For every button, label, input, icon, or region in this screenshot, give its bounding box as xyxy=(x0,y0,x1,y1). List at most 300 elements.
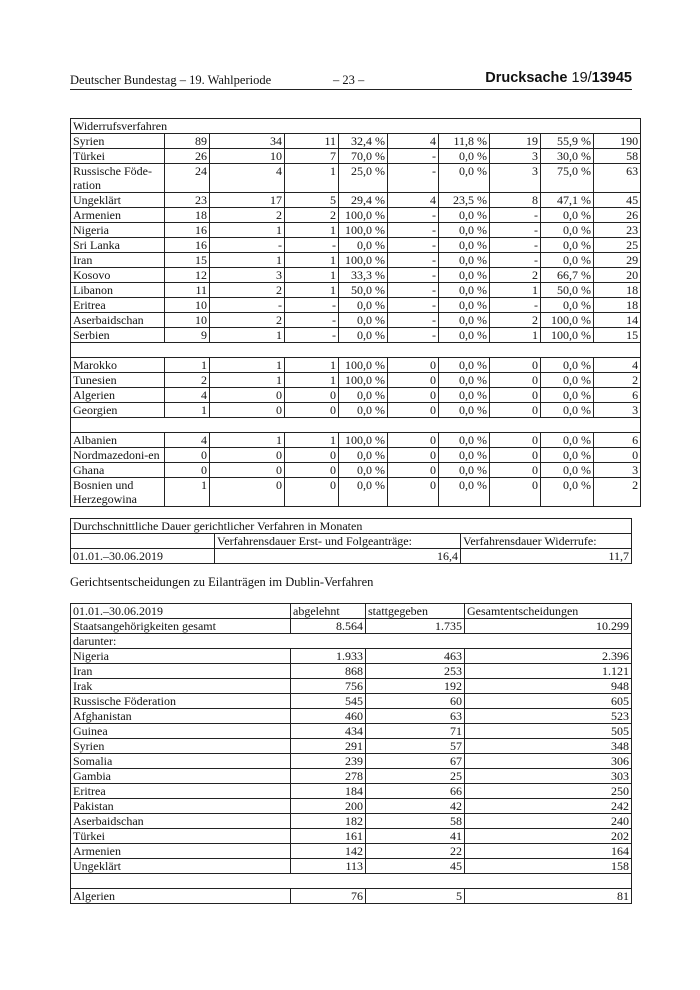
cell-value: 4 xyxy=(165,388,210,403)
cell-value: 1 xyxy=(285,253,339,268)
cell-value: 29,4 % xyxy=(339,193,388,208)
row-label: Russische Föde-ration xyxy=(71,164,165,193)
cell-value: 1 xyxy=(490,283,541,298)
row-label: Armenien xyxy=(71,844,291,859)
cell-value: 0,0 % xyxy=(439,298,490,313)
row-label: Nordmazedoni-en xyxy=(71,448,165,463)
cell-value: 18 xyxy=(594,283,641,298)
cell-value: 142 xyxy=(291,844,366,859)
cell-value: 7 xyxy=(285,149,339,164)
cell-value: - xyxy=(388,149,439,164)
cell-value: 0,0 % xyxy=(439,223,490,238)
cell-value: 4 xyxy=(388,134,439,149)
cell-value: 0,0 % xyxy=(541,358,594,373)
cell-value: 0,0 % xyxy=(439,164,490,193)
cell-value: 0,0 % xyxy=(541,208,594,223)
cell-value: 26 xyxy=(594,208,641,223)
cell-value: 12 xyxy=(165,268,210,283)
cell-value: 18 xyxy=(165,208,210,223)
cell-value: 25 xyxy=(366,769,465,784)
cell-value: 89 xyxy=(165,134,210,149)
cell-value: 2 xyxy=(490,313,541,328)
table-row xyxy=(71,149,641,164)
row-label: Tunesien xyxy=(71,373,165,388)
cell-value: 8.564 xyxy=(291,619,366,634)
duration-value-revocation: 11,7 xyxy=(461,549,632,564)
table-row xyxy=(71,373,641,388)
cell-value: 4 xyxy=(165,433,210,448)
cell-value: 5 xyxy=(366,889,465,904)
cell-value: 10 xyxy=(165,298,210,313)
duration-table xyxy=(70,518,632,564)
cell-value: 11 xyxy=(165,283,210,298)
row-label: Türkei xyxy=(71,829,291,844)
cell-value: 10 xyxy=(210,149,285,164)
cell-value: - xyxy=(388,164,439,193)
row-label: Sri Lanka xyxy=(71,238,165,253)
page-header xyxy=(70,72,632,88)
cell-value: 0 xyxy=(210,388,285,403)
cell-value: 67 xyxy=(366,754,465,769)
cell-value: 0 xyxy=(285,388,339,403)
table-row xyxy=(71,829,632,844)
cell-value: 2 xyxy=(210,208,285,223)
cell-value: 66,7 % xyxy=(541,268,594,283)
cell-value: 0,0 % xyxy=(541,298,594,313)
cell-value: 34 xyxy=(210,134,285,149)
column-header: stattgegeben xyxy=(366,604,465,619)
table-row xyxy=(71,433,641,448)
header-rule xyxy=(70,89,632,90)
cell-value: 11,8 % xyxy=(439,134,490,149)
cell-value: 434 xyxy=(291,724,366,739)
cell-value: 0,0 % xyxy=(439,478,490,507)
spacer-row xyxy=(71,343,641,358)
darunter-row xyxy=(71,634,632,649)
cell-value: 113 xyxy=(291,859,366,874)
cell-value: 17 xyxy=(210,193,285,208)
table-row xyxy=(71,328,641,343)
cell-value: - xyxy=(490,238,541,253)
section-title: Gerichtsentscheidungen zu Eilanträgen im Dublin-Verfahren xyxy=(70,575,374,589)
cell-value: 0 xyxy=(490,358,541,373)
cell-value: 948 xyxy=(465,679,632,694)
row-label: Georgien xyxy=(71,403,165,418)
cell-value: 10.299 xyxy=(465,619,632,634)
cell-value: 71 xyxy=(366,724,465,739)
cell-value: 0,0 % xyxy=(339,388,388,403)
cell-value: 23 xyxy=(165,193,210,208)
table-row xyxy=(71,694,632,709)
cell-value: 0,0 % xyxy=(439,238,490,253)
cell-value: 1 xyxy=(165,478,210,507)
row-label: Afghanistan xyxy=(71,709,291,724)
cell-value: 0 xyxy=(388,403,439,418)
cell-value: 0 xyxy=(285,448,339,463)
table-row xyxy=(71,268,641,283)
cell-value: 0 xyxy=(388,478,439,507)
cell-value: 4 xyxy=(388,193,439,208)
row-label: Bosnien und Herzegowina xyxy=(71,478,165,507)
cell-value: 0 xyxy=(210,463,285,478)
cell-value: 1 xyxy=(210,373,285,388)
cell-value: 75,0 % xyxy=(541,164,594,193)
row-label: Nigeria xyxy=(71,223,165,238)
cell-value: 0,0 % xyxy=(541,373,594,388)
cell-value: 1 xyxy=(285,223,339,238)
cell-value: 42 xyxy=(366,799,465,814)
cell-value: 4 xyxy=(594,358,641,373)
cell-value: 0 xyxy=(285,463,339,478)
cell-value: - xyxy=(388,268,439,283)
cell-value: 9 xyxy=(165,328,210,343)
duration-row-label: 01.01.–30.06.2019 xyxy=(71,549,215,564)
cell-value: 6 xyxy=(594,433,641,448)
cell-value: - xyxy=(490,298,541,313)
cell-value: 0,0 % xyxy=(439,463,490,478)
cell-value: 63 xyxy=(366,709,465,724)
cell-value: 291 xyxy=(291,739,366,754)
cell-value: - xyxy=(285,328,339,343)
row-label: Pakistan xyxy=(71,799,291,814)
cell-value: 0,0 % xyxy=(439,388,490,403)
cell-value: 2 xyxy=(210,313,285,328)
cell-value: - xyxy=(210,238,285,253)
table-row xyxy=(71,679,632,694)
cell-value: 1 xyxy=(165,358,210,373)
table-row xyxy=(71,739,632,754)
cell-value: 3 xyxy=(490,149,541,164)
cell-value: 0,0 % xyxy=(439,373,490,388)
cell-value: - xyxy=(388,298,439,313)
cell-value: 190 xyxy=(594,134,641,149)
cell-value: 58 xyxy=(594,149,641,164)
cell-value: 23 xyxy=(594,223,641,238)
document-number: Drucksache 19/13945 xyxy=(485,70,632,86)
cell-value: 19 xyxy=(490,134,541,149)
cell-value: 0,0 % xyxy=(541,238,594,253)
table-row xyxy=(71,388,641,403)
column-header: Gesamtentscheidungen xyxy=(465,604,632,619)
cell-value: 1 xyxy=(285,433,339,448)
cell-value: 545 xyxy=(291,694,366,709)
cell-value: 1 xyxy=(210,253,285,268)
table-row xyxy=(71,709,632,724)
cell-value: 3 xyxy=(490,164,541,193)
cell-value: 66 xyxy=(366,784,465,799)
row-label: Ungeklärt xyxy=(71,859,291,874)
cell-value: 1 xyxy=(490,328,541,343)
cell-value: 60 xyxy=(366,694,465,709)
table-row xyxy=(71,403,641,418)
cell-value: 1 xyxy=(210,328,285,343)
row-label: Armenien xyxy=(71,208,165,223)
cell-value: - xyxy=(388,253,439,268)
cell-value: 161 xyxy=(291,829,366,844)
cell-value: 22 xyxy=(366,844,465,859)
cell-value: - xyxy=(285,313,339,328)
cell-value: 100,0 % xyxy=(339,358,388,373)
cell-value: 100,0 % xyxy=(339,373,388,388)
cell-value: 0,0 % xyxy=(541,403,594,418)
row-label: Libanon xyxy=(71,283,165,298)
cell-value: 605 xyxy=(465,694,632,709)
cell-value: 11 xyxy=(285,134,339,149)
cell-value: 0,0 % xyxy=(339,313,388,328)
cell-value: - xyxy=(388,223,439,238)
cell-value: 29 xyxy=(594,253,641,268)
row-label: Marokko xyxy=(71,358,165,373)
cell-value: 463 xyxy=(366,649,465,664)
cell-value: - xyxy=(490,253,541,268)
cell-value: 505 xyxy=(465,724,632,739)
table-row xyxy=(71,859,632,874)
cell-value: 0,0 % xyxy=(339,403,388,418)
cell-value: 2 xyxy=(594,373,641,388)
cell-value: 0 xyxy=(285,403,339,418)
cell-value: - xyxy=(490,208,541,223)
cell-value: 100,0 % xyxy=(339,208,388,223)
row-label: Kosovo xyxy=(71,268,165,283)
cell-value: 5 xyxy=(285,193,339,208)
cell-value: 8 xyxy=(490,193,541,208)
cell-value: 45 xyxy=(594,193,641,208)
cell-value: 202 xyxy=(465,829,632,844)
cell-value: 0 xyxy=(388,463,439,478)
cell-value: 523 xyxy=(465,709,632,724)
cell-value: 239 xyxy=(291,754,366,769)
cell-value: 0,0 % xyxy=(439,448,490,463)
cell-value: 70,0 % xyxy=(339,149,388,164)
cell-value: 0 xyxy=(490,373,541,388)
spacer-row xyxy=(71,418,641,433)
cell-value: 2 xyxy=(594,478,641,507)
cell-value: 303 xyxy=(465,769,632,784)
row-label: Aserbaidschan xyxy=(71,313,165,328)
column-header: 01.01.–30.06.2019 xyxy=(71,604,291,619)
row-label: Eritrea xyxy=(71,784,291,799)
cell-value: 0,0 % xyxy=(439,208,490,223)
cell-value: 10 xyxy=(165,313,210,328)
dublin-table xyxy=(70,603,632,904)
cell-value: 0 xyxy=(490,448,541,463)
table-row xyxy=(71,814,632,829)
cell-value: 0 xyxy=(490,478,541,507)
table-row xyxy=(71,164,641,193)
row-label: Somalia xyxy=(71,754,291,769)
cell-value: 0 xyxy=(490,403,541,418)
cell-value: 306 xyxy=(465,754,632,769)
cell-value: 0,0 % xyxy=(541,433,594,448)
table-row xyxy=(71,724,632,739)
cell-value: 16 xyxy=(165,223,210,238)
header-row xyxy=(71,604,632,619)
cell-value: 1 xyxy=(285,373,339,388)
cell-value: 192 xyxy=(366,679,465,694)
cell-value: 0,0 % xyxy=(439,253,490,268)
cell-value: 0 xyxy=(210,478,285,507)
cell-value: 6 xyxy=(594,388,641,403)
cell-value: 0,0 % xyxy=(339,238,388,253)
cell-value: 100,0 % xyxy=(541,328,594,343)
cell-value: 15 xyxy=(594,328,641,343)
cell-value: 0 xyxy=(388,448,439,463)
cell-value: 0,0 % xyxy=(439,403,490,418)
cell-value: 26 xyxy=(165,149,210,164)
darunter-label: darunter: xyxy=(71,634,632,649)
cell-value: - xyxy=(285,238,339,253)
row-label: Ghana xyxy=(71,463,165,478)
row-label: Türkei xyxy=(71,149,165,164)
table-row xyxy=(71,463,641,478)
cell-value: 3 xyxy=(594,403,641,418)
cell-value: 0,0 % xyxy=(339,463,388,478)
row-label: Aserbaidschan xyxy=(71,814,291,829)
cell-value: 0,0 % xyxy=(541,448,594,463)
row-label: Iran xyxy=(71,253,165,268)
cell-value: 20 xyxy=(594,268,641,283)
cell-value: 0,0 % xyxy=(541,223,594,238)
duration-header-first: Verfahrensdauer Erst- und Folgeanträge: xyxy=(215,534,461,549)
cell-value: 1.121 xyxy=(465,664,632,679)
cell-value: 58 xyxy=(366,814,465,829)
cell-value: 242 xyxy=(465,799,632,814)
cell-value: 0 xyxy=(210,448,285,463)
cell-value: 0,0 % xyxy=(339,328,388,343)
duration-title: Durchschnittliche Dauer gerichtlicher Verfahren in Monaten xyxy=(71,519,632,534)
cell-value: 2 xyxy=(490,268,541,283)
cell-value: 18 xyxy=(594,298,641,313)
cell-value: 200 xyxy=(291,799,366,814)
cell-value: - xyxy=(490,223,541,238)
cell-value: 0 xyxy=(388,373,439,388)
cell-value: 0,0 % xyxy=(439,283,490,298)
cell-value: - xyxy=(388,238,439,253)
cell-value: 55,9 % xyxy=(541,134,594,149)
table-row xyxy=(71,223,641,238)
cell-value: 164 xyxy=(465,844,632,859)
table-title: Widerrufsverfahren xyxy=(71,119,641,134)
table-row xyxy=(71,844,632,859)
cell-value: 0 xyxy=(594,448,641,463)
table-row xyxy=(71,313,641,328)
table-row xyxy=(71,799,632,814)
cell-value: 158 xyxy=(465,859,632,874)
cell-value: 0,0 % xyxy=(541,253,594,268)
table-row xyxy=(71,134,641,149)
cell-value: 0,0 % xyxy=(339,298,388,313)
table-row xyxy=(71,208,641,223)
row-label: Guinea xyxy=(71,724,291,739)
cell-value: 0,0 % xyxy=(439,328,490,343)
cell-value: 0 xyxy=(165,448,210,463)
cell-value: 3 xyxy=(210,268,285,283)
duration-value-first: 16,4 xyxy=(215,549,461,564)
table-row xyxy=(71,283,641,298)
table-row xyxy=(71,193,641,208)
row-label: Gambia xyxy=(71,769,291,784)
table-row xyxy=(71,358,641,373)
cell-value: 1 xyxy=(285,164,339,193)
spacer-row xyxy=(71,874,632,889)
cell-value: 0 xyxy=(388,358,439,373)
cell-value: 1 xyxy=(210,358,285,373)
cell-value: 460 xyxy=(291,709,366,724)
cell-value: 57 xyxy=(366,739,465,754)
row-label: Staatsangehörigkeiten gesamt xyxy=(71,619,291,634)
widerruf-table xyxy=(70,118,641,507)
header-publication: Deutscher Bundestag – 19. Wahlperiode xyxy=(70,73,272,87)
cell-value: 0,0 % xyxy=(439,433,490,448)
cell-value: - xyxy=(285,298,339,313)
table-row xyxy=(71,889,632,904)
table-row xyxy=(71,754,632,769)
cell-value: 25 xyxy=(594,238,641,253)
cell-value: 1.735 xyxy=(366,619,465,634)
table-row xyxy=(71,253,641,268)
cell-value: 1 xyxy=(210,223,285,238)
cell-value: 100,0 % xyxy=(339,253,388,268)
cell-value: 33,3 % xyxy=(339,268,388,283)
table-row xyxy=(71,238,641,253)
cell-value: - xyxy=(210,298,285,313)
cell-value: 0 xyxy=(490,388,541,403)
cell-value: 0 xyxy=(165,463,210,478)
cell-value: 100,0 % xyxy=(339,223,388,238)
cell-value: 100,0 % xyxy=(541,313,594,328)
row-label: Albanien xyxy=(71,433,165,448)
row-label: Eritrea xyxy=(71,298,165,313)
cell-value: - xyxy=(388,283,439,298)
cell-value: 1 xyxy=(210,433,285,448)
cell-value: 2.396 xyxy=(465,649,632,664)
table-row xyxy=(71,478,641,507)
table-row xyxy=(71,298,641,313)
row-label: Iran xyxy=(71,664,291,679)
row-label: Algerien xyxy=(71,388,165,403)
cell-value: 50,0 % xyxy=(339,283,388,298)
cell-value: 182 xyxy=(291,814,366,829)
cell-value: 348 xyxy=(465,739,632,754)
cell-value: 24 xyxy=(165,164,210,193)
cell-value: 0 xyxy=(490,433,541,448)
cell-value: 30,0 % xyxy=(541,149,594,164)
cell-value: 0 xyxy=(285,478,339,507)
table-row xyxy=(71,448,641,463)
duration-header-revocation: Verfahrensdauer Widerrufe: xyxy=(461,534,632,549)
row-label: Algerien xyxy=(71,889,291,904)
cell-value: 240 xyxy=(465,814,632,829)
cell-value: 14 xyxy=(594,313,641,328)
table-row xyxy=(71,784,632,799)
cell-value: 32,4 % xyxy=(339,134,388,149)
cell-value: - xyxy=(388,313,439,328)
row-label: Irak xyxy=(71,679,291,694)
cell-value: 4 xyxy=(210,164,285,193)
cell-value: 81 xyxy=(465,889,632,904)
row-label: Syrien xyxy=(71,739,291,754)
cell-value: 0,0 % xyxy=(339,448,388,463)
row-label: Nigeria xyxy=(71,649,291,664)
cell-value: 0,0 % xyxy=(439,313,490,328)
table-row xyxy=(71,649,632,664)
cell-value: 0,0 % xyxy=(439,149,490,164)
cell-value: 0,0 % xyxy=(541,463,594,478)
cell-value: - xyxy=(388,208,439,223)
row-label: Russische Föderation xyxy=(71,694,291,709)
cell-value: 0,0 % xyxy=(541,478,594,507)
row-label: Ungeklärt xyxy=(71,193,165,208)
